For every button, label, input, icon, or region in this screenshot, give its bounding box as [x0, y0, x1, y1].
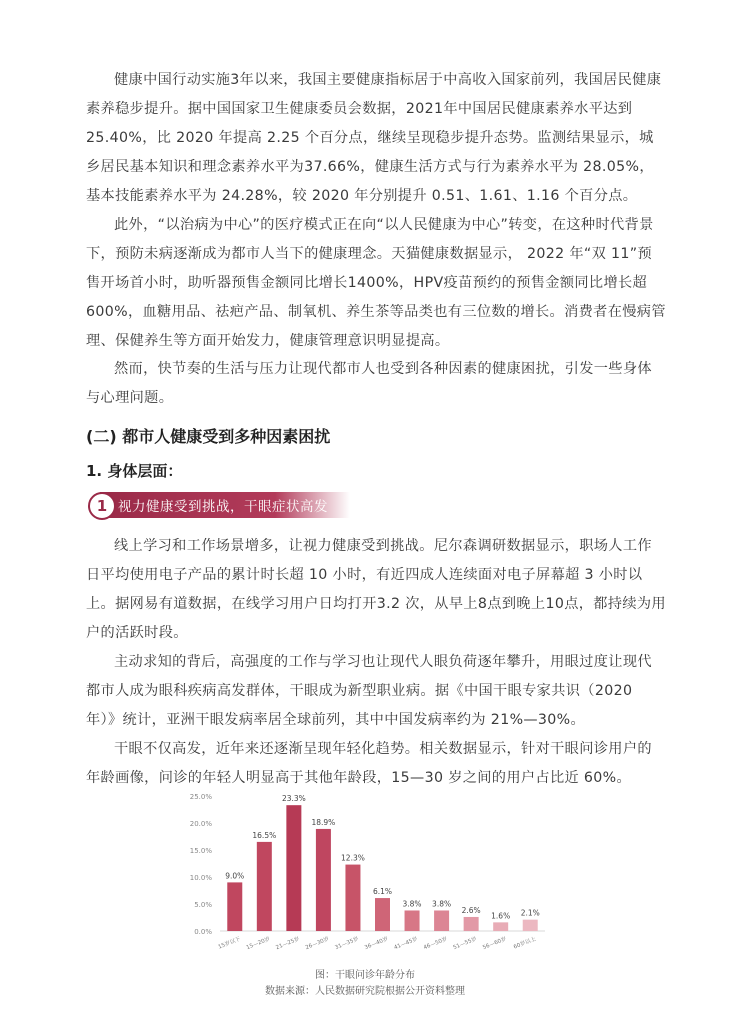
subsection-heading: 1. 身体层面：	[86, 462, 183, 480]
bar-value-label: 9.0%	[225, 871, 245, 881]
x-category-label: 21—25岁	[275, 936, 301, 952]
bar	[493, 922, 508, 931]
bar-value-label: 2.1%	[520, 908, 540, 918]
x-category-label: 15岁以下	[217, 936, 242, 951]
topic-banner	[88, 492, 350, 518]
bar-value-label: 18.9%	[311, 817, 336, 827]
bar-value-label: 1.6%	[491, 911, 511, 921]
bar	[375, 898, 390, 931]
bar	[434, 910, 449, 931]
x-category-label: 26—30岁	[304, 936, 331, 952]
banner-text: 视力健康受到挑战，干眼症状高发	[118, 499, 328, 515]
bar	[523, 920, 538, 931]
bar-value-label: 6.1%	[372, 887, 393, 897]
paragraph-health-literacy: 健康中国行动实施3年以来，我国主要健康指标居于中高收入国家前列，我国居民健康素养稳步提升。据中国国家卫生健康委员会数据，2021年中国居民健康素养水平达到25.40%，比 2020 年提高 2.25 个百分点，继续呈现稳步提升态势。监测结果显示，城乡居民基本知识和理念素养水平为37.66%，健康生活方式与行为素养水平为 28.05%，基本技能素养水平为 24.28%，较 2020 年分别提升 0.51、1.61、1.16 个百分点。	[86, 72, 662, 204]
paragraph-stress: 然而，快节奏的生活与压力让现代都市人也受到各种因素的健康困扰，引发一些身体与心理问题。	[86, 361, 652, 406]
bar	[405, 910, 420, 931]
x-category-label: 41—45岁	[393, 936, 419, 952]
bar-value-label: 16.5%	[252, 830, 277, 840]
x-category-label: 51—55岁	[452, 936, 478, 952]
x-category-label: 56—60岁	[482, 936, 508, 952]
chart-source: 数据来源：人民数据研究院根据公开资料整理	[265, 986, 465, 997]
paragraph-dry-eye: 主动求知的背后，高强度的工作与学习也让现代人眼负荷逐年攀升，用眼过度让现代都市人成为眼科疾病高发群体，干眼成为新型职业病。据《中国干眼专家共识（2020 年）》统计，亚洲干眼发病率居全球前列，其中中国发病率约为 21%—30%。	[86, 654, 652, 728]
y-tick-label: 10.0%	[189, 874, 212, 882]
bar	[316, 829, 331, 931]
x-category-label: 15—20岁	[245, 936, 272, 952]
x-category-label: 31—35岁	[334, 936, 360, 952]
bar-value-label: 3.8%	[432, 899, 452, 909]
bar	[286, 805, 301, 931]
bar-value-label: 3.8%	[402, 899, 422, 909]
bar	[227, 882, 242, 931]
y-tick-label: 15.0%	[189, 847, 212, 855]
y-tick-label: 0.0%	[194, 928, 212, 936]
x-category-label: 46—50岁	[422, 936, 449, 952]
y-tick-label: 5.0%	[194, 901, 212, 909]
bar-value-label: 23.3%	[281, 794, 306, 804]
age-distribution-chart	[180, 788, 550, 958]
section-heading: (二) 都市人健康受到多种因素困扰	[86, 427, 331, 446]
bar	[464, 917, 479, 931]
bar	[257, 842, 272, 931]
y-tick-label: 25.0%	[189, 793, 212, 801]
bar-value-label: 12.3%	[341, 853, 365, 863]
paragraph-young-trend: 干眼不仅高发，近年来还逐渐呈现年轻化趋势。相关数据显示，针对干眼问诊用户的年龄画像，问诊的年轻人明显高于其他年龄段，15—30 岁之间的用户占比近 60%。	[86, 741, 652, 786]
paragraph-screen-time: 线上学习和工作场景增多，让视力健康受到挑战。尼尔森调研数据显示，职场人工作日平均使用电子产品的累计时长超 10 小时，有近四成人连续面对电子屏幕超 3 小时以上。据网易有道数据，在线学习用户日均打开3.2 次，从早上8点到晚上10点，都持续为用户的活跃时段。	[86, 538, 666, 641]
banner-number: 1	[88, 492, 116, 520]
bar-value-label: 2.6%	[461, 905, 481, 915]
paragraph-health-model: 此外，“以治病为中心”的医疗模式正在向“以人民健康为中心”转变，在这种时代背景下，预防未病逐渐成为都市人当下的健康理念。天猫健康数据显示， 2022 年“双 11”预售开场首小时，助听器预售金额同比增长1400%，HPV疫苗预约的预售金额同比增长超 600%，血糖用品、祛疤产品、制氧机、养生茶等品类也有三位数的增长。消费者在慢病管理、保健养生等方面开始发力，健康管理意识明显提高。	[86, 217, 666, 349]
x-category-label: 60岁以上	[512, 936, 537, 951]
y-tick-label: 20.0%	[189, 820, 212, 828]
bar	[345, 865, 360, 931]
chart-caption: 图：干眼问诊年龄分布	[315, 970, 415, 981]
x-category-label: 36—40岁	[363, 936, 390, 952]
